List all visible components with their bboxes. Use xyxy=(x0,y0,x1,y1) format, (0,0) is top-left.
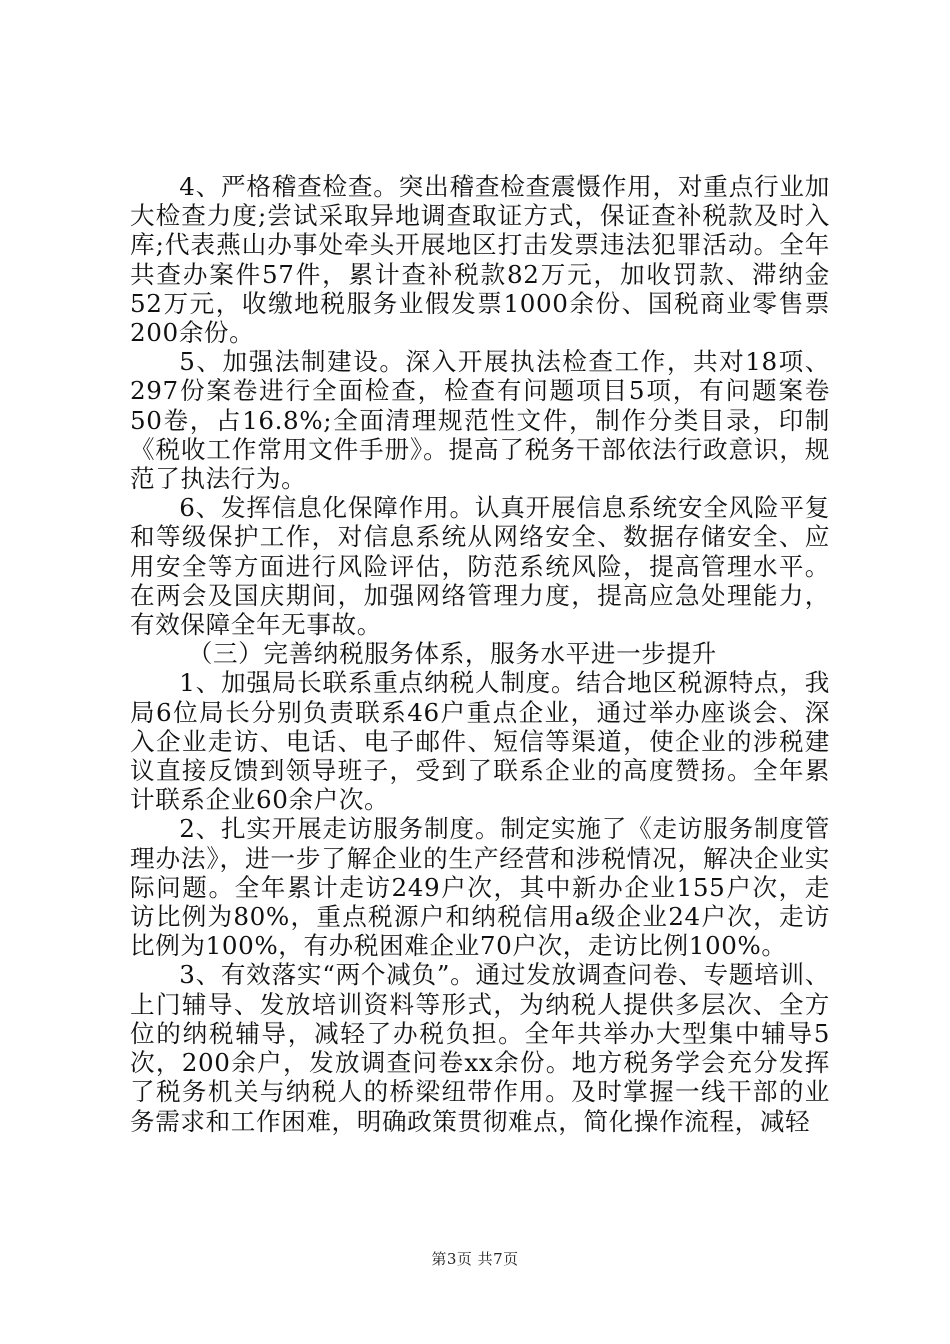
section-heading-tax-service: （三）完善纳税服务体系，服务水平进一步提升 xyxy=(187,639,717,669)
paragraph-visit-service: 2、扎实开展走访服务制度。制定实施了《走访服务制度管理办法》，进一步了解企业的生产经营和涉税情况，解决企业实际问题。全年累计走访249户次，其中新办企业155户次，走访比例为80%，重点税源户和纳税信用a级企业24户次，走访比例为100%，有办税困难企业70户次，走访比例100%。 xyxy=(130,814,830,961)
paragraph-burden-reduction: 3、有效落实“两个减负”。通过发放调查问卷、专题培训、上门辅导、发放培训资料等形式，为纳税人提供多层次、全方位的纳税辅导，减轻了办税负担。全年共举办大型集中辅导5次，200余户，发放调查问卷xx余份。地方税务学会充分发挥了税务机关与纳税人的桥梁纽带作用。及时掌握一线干部的业务需求和工作困难，明确政策贯彻难点，简化操作流程，减轻 xyxy=(130,960,830,1136)
paragraph-strict-inspection: 4、严格稽查检查。突出稽查检查震慑作用，对重点行业加大检查力度;尝试采取异地调查取证方式，保证查补税款及时入库;代表燕山办事处牵头开展地区打击发票违法犯罪活动。全年共查办案件57件，累计查补税款82万元，加收罚款、滞纳金52万元，收缴地税服务业假发票1000余份、国税商业零售票200余份。 xyxy=(130,172,830,348)
document-body xyxy=(130,172,830,1136)
paragraph-director-contact: 1、加强局长联系重点纳税人制度。结合地区税源特点，我局6位局长分别负责联系46户重点企业，通过举办座谈会、深入企业走访、电话、电子邮件、短信等渠道，使企业的涉税建议直接反馈到领导班子，受到了联系企业的高度赞扬。全年累计联系企业60余户次。 xyxy=(130,668,830,815)
paragraph-legal-construction: 5、加强法制建设。深入开展执法检查工作，共对18项、297份案卷进行全面检查，检查有问题项目5项，有问题案卷50卷，占16.8%;全面清理规范性文件，制作分类目录，印制《税收工作常用文件手册》。提高了税务干部依法行政意识，规范了执法行为。 xyxy=(130,347,830,494)
paragraph-informatization: 6、发挥信息化保障作用。认真开展信息系统安全风险平复和等级保护工作，对信息系统从网络安全、数据存储安全、应用安全等方面进行风险评估，防范系统风险，提高管理水平。在两会及国庆期间，加强网络管理力度，提高应急处理能力，有效保障全年无事故。 xyxy=(130,493,830,640)
page-footer: 第3页 共7页 xyxy=(431,1250,519,1268)
